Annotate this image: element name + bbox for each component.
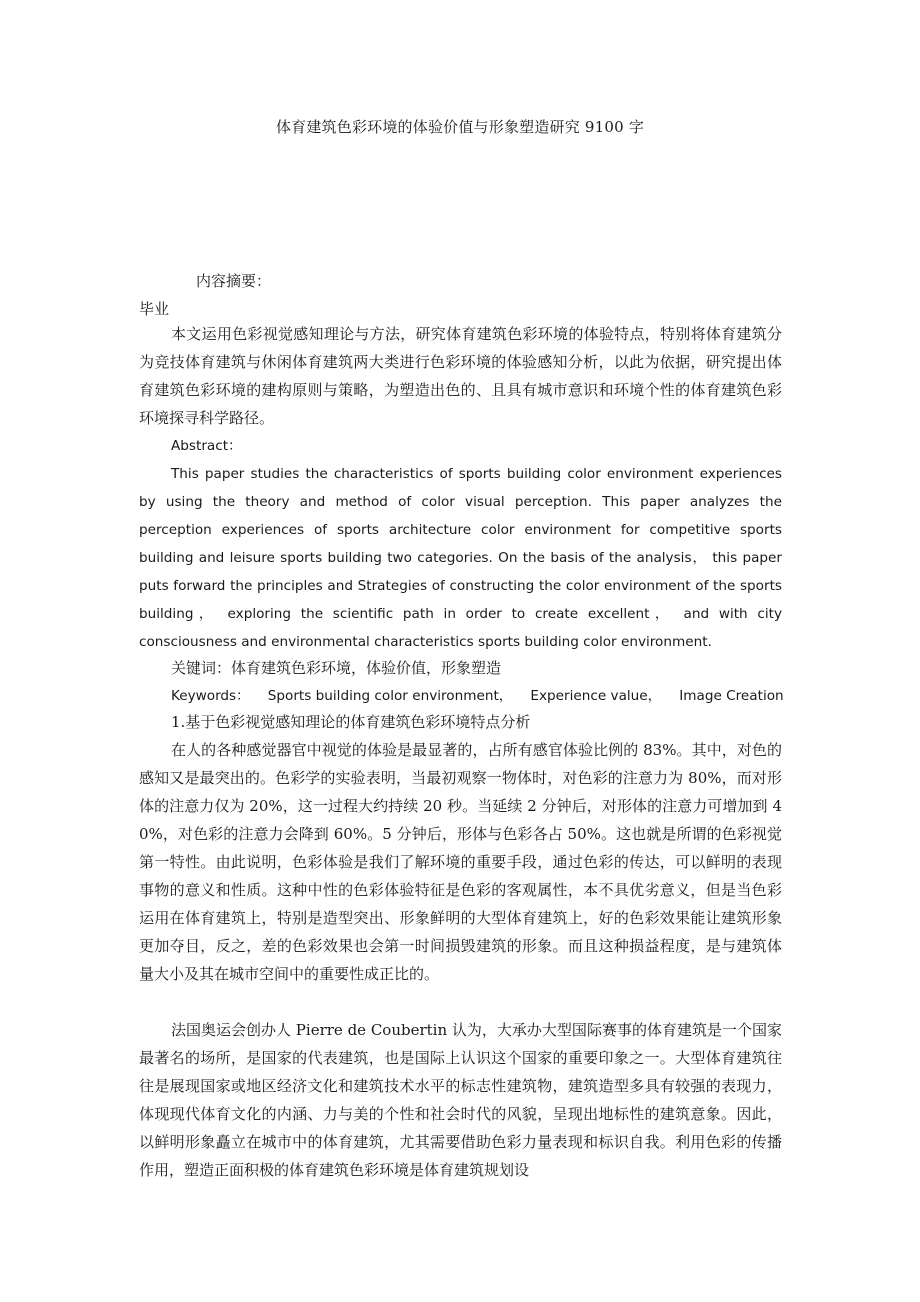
keywords-english <box>171 682 784 710</box>
section-1-paragraph-1: 在人的各种感觉器官中视觉的体验是最显著的，占所有感官体验比例的 83%。其中，对色的感知又是最突出的。色彩学的实验表明，当最初观察一物体时，对色彩的注意力为 80%，而对形体的注意力仅为 20%，这一过程大约持续 20 秒。当延续 2 分钟后，对形体的注意力可增加到 40%，对色彩的注意力会降到 60%。5 分钟后，形体与色彩各占 50%。这也就是所谓的色彩视觉第一特性。由此说明，色彩体验是我们了解环境的重要手段，通过色彩的传达，可以鲜明的表现事物的意义和性质。这种中性的色彩体验特征是色彩的客观属性，本不具优劣意义，但是当色彩运用在体育建筑上，特别是造型突出、形象鲜明的大型体育建筑上，好的色彩效果能让建筑形象更加夺目，反之，差的色彩效果也会第一时间损毁建筑的形象。而且这种损益程度，是与建筑体量大小及其在城市空间中的重要性成正比的。 <box>139 741 782 983</box>
section-1-paragraph-2: 法国奥运会创办人 Pierre de Coubertin 认为，大承办大型国际赛事的体育建筑是一个国家最著名的场所，是国家的代表建筑，也是国际上认识这个国家的重要印象之一。大型体育建筑往往是展现国家或地区经济文化和建筑技术水平的标志性建筑物，建筑造型多具有较强的表现力，体现现代体育文化的内涵、力与美的个性和社会时代的风貌，呈现出地标性的建筑意象。因此，以鲜明形象矗立在城市中的体育建筑，尤其需要借助色彩力量表现和标识自我。利用色彩的传播作用，塑造正面积极的体育建筑色彩环境是体育建筑规划设 <box>139 1021 782 1179</box>
keywords-chinese: 关键词：体育建筑色彩环境，体验价值，形象塑造 <box>171 659 502 677</box>
keyword-item: Experience value， <box>530 688 662 704</box>
graduation-label: 毕业 <box>139 300 170 318</box>
keyword-item: Sports building color environment， <box>267 688 513 704</box>
keywords-label: Keywords： <box>171 688 250 704</box>
abstract-english: This paper studies the characteristics of sports building color environment experiences by using the theory and method of color visual perception. This paper analyzes the perception experiences of sports architecture color environment for competitive sports building and leisure sports building two categories. On the basis of the analysis， this paper puts forward the principles and Strategies of constructing the color environment of the sports building， exploring the scientific path in order to create excellent， and with city consciousness and environmental characteristics sports building color environment. <box>139 466 782 650</box>
keyword-item: Image Creation <box>679 688 784 704</box>
summary-label: 内容摘要： <box>196 272 272 290</box>
section-1-heading: 1.基于色彩视觉感知理论的体育建筑色彩环境特点分析 <box>171 713 531 731</box>
abstract-label: Abstract： <box>171 438 242 454</box>
document-title: 体育建筑色彩环境的体验价值与形象塑造研究 9100 字 <box>275 118 645 136</box>
abstract-chinese: 本文运用色彩视觉感知理论与方法，研究体育建筑色彩环境的体验特点，特别将体育建筑分为竞技体育建筑与休闲体育建筑两大类进行色彩环境的体验感知分析，以此为依据，研究提出体育建筑色彩环境的建构原则与策略，为塑造出色的、且具有城市意识和环境个性的体育建筑色彩环境探寻科学路径。 <box>139 325 782 427</box>
